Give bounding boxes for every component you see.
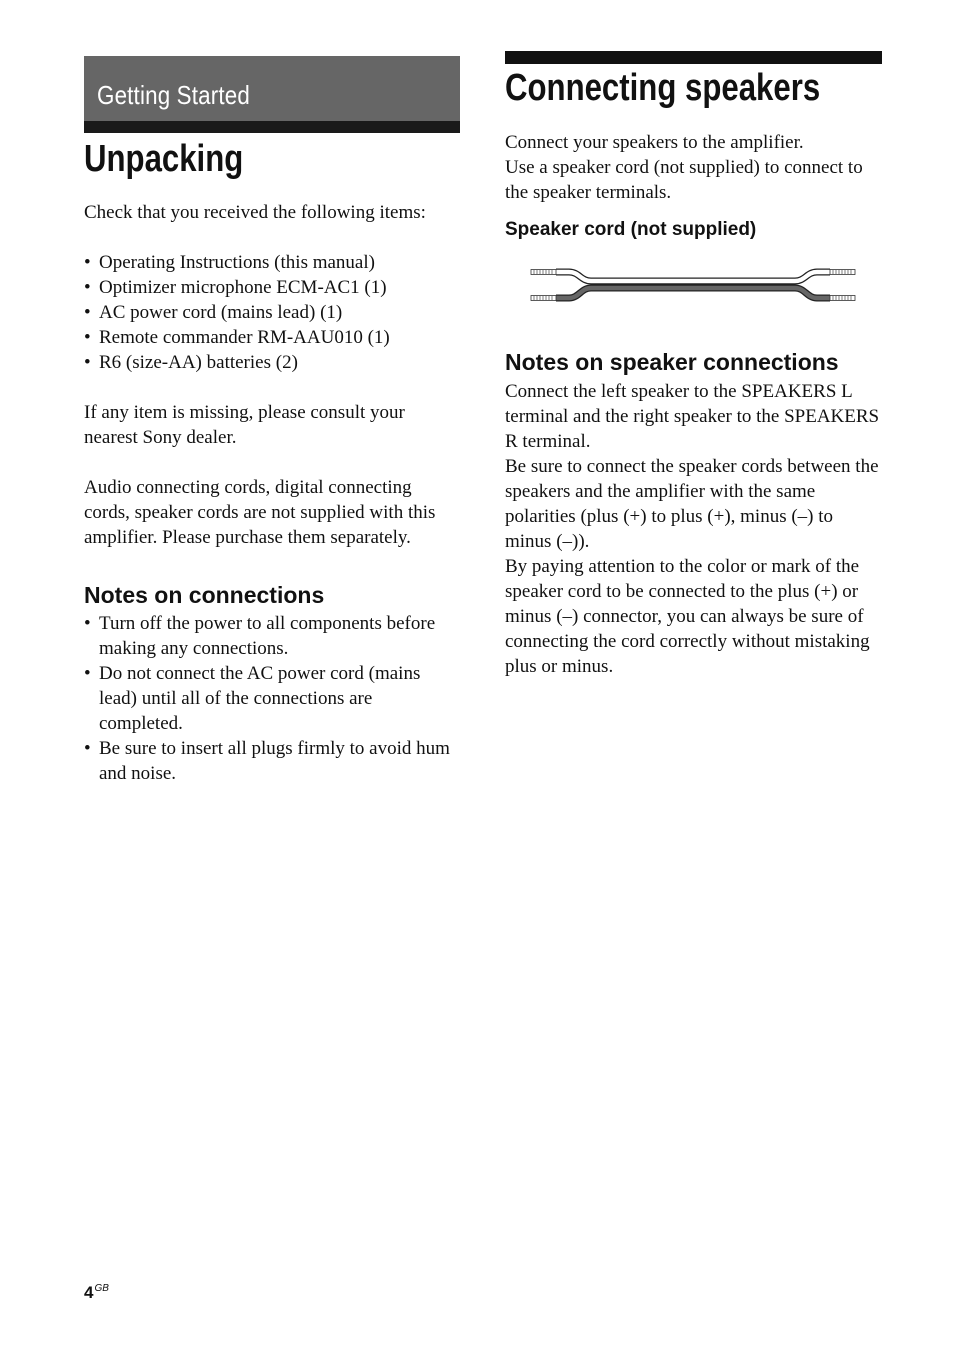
speaker-notes-paragraph-2: Be sure to connect the speaker cords between the speakers and the amplifier with the same polarities (plus (+) to plus (+), minus (–) to minus (–)).: [505, 456, 879, 552]
list-item: • AC power cord (mains lead) (1): [84, 300, 460, 325]
connection-notes-list: [84, 611, 460, 786]
section-banner: [84, 56, 460, 133]
list-item: • Remote commander RM-AAU010 (1): [84, 325, 460, 350]
speaker-cord-illustration: [525, 262, 861, 308]
connecting-speakers-title: Connecting speakers: [505, 67, 821, 109]
list-item: • Be sure to insert all plugs firmly to avoid hum and noise.: [84, 736, 460, 786]
page-number-value: 4: [84, 1283, 94, 1302]
notes-on-speaker-connections-heading: Notes on speaker connections: [505, 349, 839, 375]
items-list: [84, 250, 460, 375]
connect-intro-line-1: Connect your speakers to the amplifier.: [505, 132, 804, 153]
speaker-notes-paragraph-1: Connect the left speaker to the SPEAKERS L terminal and the right speaker to the SPEAKERS R terminal.: [505, 381, 880, 452]
speaker-cord-caption: Speaker cord (not supplied): [505, 219, 757, 240]
speaker-notes-paragraph-3: By paying attention to the color or mark of the speaker cord to be connected to the plus (+) or minus (–) connector, you can always be sure of connecting the cord correctly without mistaking plus or minus.: [505, 556, 870, 677]
cords-not-supplied-note: Audio connecting cords, digital connecting cords, speaker cords are not supplied with this amplifier. Please purchase them separately.: [84, 477, 436, 548]
unpacking-title: Unpacking: [84, 138, 244, 180]
title-rule: [505, 51, 882, 64]
list-item: • R6 (size-AA) batteries (2): [84, 350, 460, 375]
page-number-suffix: GB: [94, 1283, 109, 1295]
section-banner-label: Getting Started: [97, 80, 250, 110]
list-item: • Do not connect the AC power cord (mains lead) until all of the connections are completed.: [84, 661, 460, 736]
list-item: • Turn off the power to all components before making any connections.: [84, 611, 460, 661]
list-item: • Operating Instructions (this manual): [84, 250, 460, 275]
unpacking-intro: Check that you received the following items:: [84, 202, 426, 223]
page-number: [84, 1283, 109, 1303]
missing-items-note: If any item is missing, please consult your nearest Sony dealer.: [84, 402, 405, 448]
connect-intro-line-2: Use a speaker cord (not supplied) to connect to the speaker terminals.: [505, 157, 863, 203]
list-item: • Optimizer microphone ECM-AC1 (1): [84, 275, 460, 300]
notes-on-connections-heading: Notes on connections: [84, 582, 325, 608]
